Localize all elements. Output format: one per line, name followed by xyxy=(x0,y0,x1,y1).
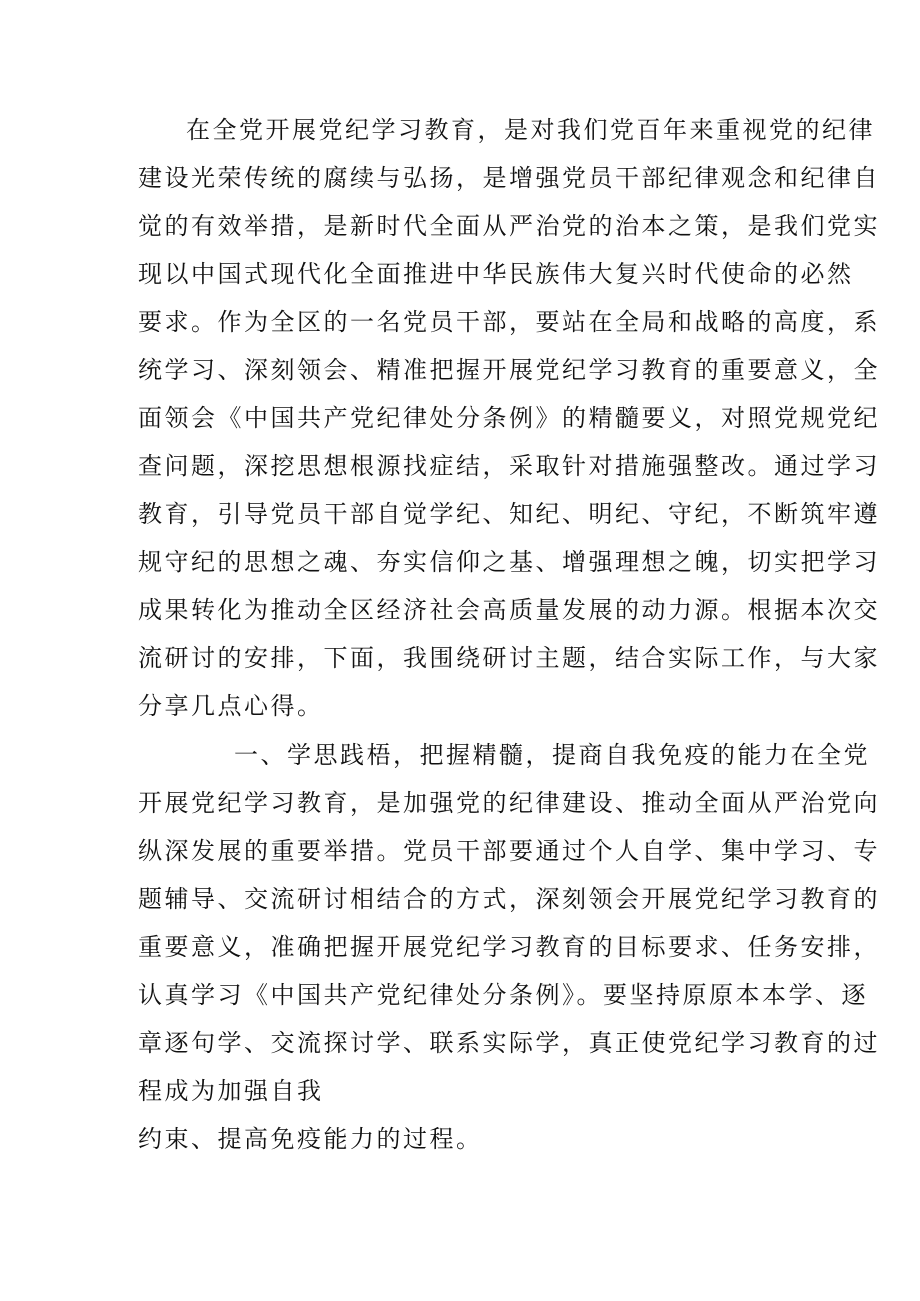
paragraph-1-line-13: 分享几点心得。 xyxy=(138,692,324,720)
paragraph-2-line-6: 认真学习《中国共产党纪律处分条例》。要坚持原原本本学、逐 xyxy=(138,981,868,1009)
paragraph-2-line-2: 开展党纪学习教育，是加强党的纪律建设、推动全面从严治党向 xyxy=(138,789,880,817)
paragraph-2-line-5: 重要意义，准确把握开展党纪学习教育的目标要求、任务安排， xyxy=(138,933,880,961)
paragraph-2-line-4: 题辅导、交流研讨相结合的方式，深刻领会开展党纪学习教育的 xyxy=(138,885,880,913)
paragraph-1-line-11: 成果转化为推动全区经济社会高质量发展的动力源。根据本次交 xyxy=(138,596,880,624)
paragraph-2-line-3: 纵深发展的重要举措。党员干部要通过个人自学、集中学习、专 xyxy=(138,837,880,865)
paragraph-1-line-4: 现以中国式现代化全面推进中华民族伟大复兴时代使命的必然 xyxy=(138,260,854,288)
paragraph-1-line-1: 在全党开展党纪学习教育，是对我们党百年来重视党的纪律 xyxy=(186,116,875,144)
paragraph-2-line-8: 程成为加强自我 xyxy=(138,1077,324,1105)
section-heading-line: 一、学思践梧，把握精髓，提商自我免疫的能力在全党 xyxy=(234,741,870,769)
paragraph-2-line-7: 章逐句学、交流探讨学、联系实际学，真正使党纪学习教育的过 xyxy=(138,1029,880,1057)
paragraph-1-line-5: 要求。作为全区的一名党员干部，要站在全局和战略的高度，系 xyxy=(138,308,880,336)
paragraph-1-line-8: 查问题，深挖思想根源找症结，采取针对措施强整改。通过学习 xyxy=(138,452,880,480)
paragraph-1-line-3: 觉的有效举措，是新时代全面从严治党的治本之策，是我们党实 xyxy=(138,212,880,240)
paragraph-1-line-6: 统学习、深刻领会、精准把握开展党纪学习教育的重要意义，全 xyxy=(138,356,880,384)
paragraph-1-line-9: 教育，引导党员干部自觉学纪、知纪、明纪、守纪，不断筑牢遵 xyxy=(138,500,880,528)
paragraph-1-line-12: 流研讨的安排，下面，我围绕研讨主题，结合实际工作，与大家 xyxy=(138,644,880,672)
paragraph-1-line-7: 面领会《中国共产党纪律处分条例》的精髓要义，对照党规党纪 xyxy=(138,404,880,432)
paragraph-2-line-9: 约束、提高免疫能力的过程。 xyxy=(138,1125,483,1153)
paragraph-1-line-10: 规守纪的思想之魂、夯实信仰之基、增强理想之魄，切实把学习 xyxy=(138,548,880,576)
paragraph-1-line-2: 建设光荣传统的腐续与弘扬，是增强党员干部纪律观念和纪律自 xyxy=(138,164,880,192)
